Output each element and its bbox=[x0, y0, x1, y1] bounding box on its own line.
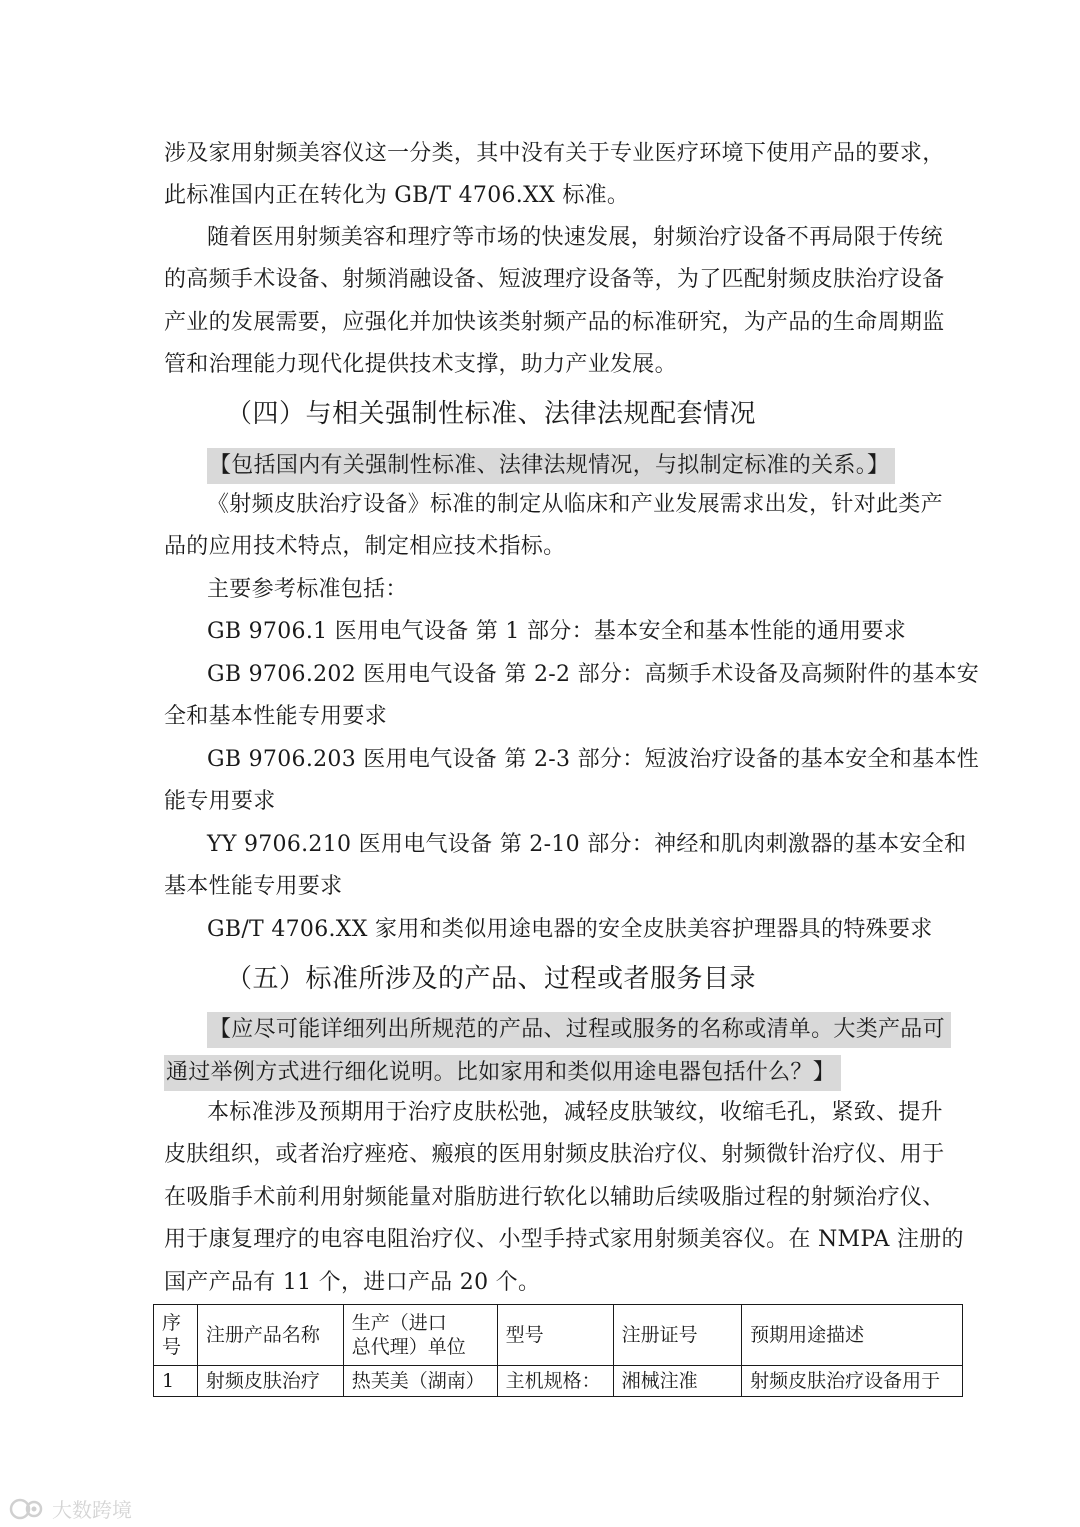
paragraph-line: 管和治理能力现代化提供技术支撑，助力产业发展。 bbox=[164, 352, 677, 377]
reference-standard-cont: 全和基本性能专用要求 bbox=[164, 704, 388, 729]
reference-standard: GB 9706.1 医用电气设备 第 1 部分：基本安全和基本性能的通用要求 bbox=[207, 619, 907, 644]
table-header-row bbox=[154, 1305, 963, 1366]
paragraph-line: 《射频皮肤治疗设备》标准的制定从临床和产业发展需求出发，针对此类产 bbox=[207, 492, 943, 517]
paragraph-line: 在吸脂手术前利用射频能量对脂肪进行软化以辅助后续吸脂过程的射频治疗仪、 bbox=[164, 1185, 945, 1210]
paragraph-line: 本标准涉及预期用于治疗皮肤松弛，减轻皮肤皱纹，收缩毛孔，紧致、提升 bbox=[207, 1100, 943, 1125]
header-cert-number: 注册证号 bbox=[613, 1305, 742, 1366]
paragraph-line: 此标准国内正在转化为 GB/T 4706.XX 标准。 bbox=[164, 183, 630, 208]
table-row bbox=[154, 1366, 963, 1397]
cell-cert-number: 湘械注准 bbox=[613, 1366, 742, 1397]
cell-product-name: 射频皮肤治疗 bbox=[197, 1366, 343, 1397]
watermark bbox=[8, 1494, 132, 1523]
header-seq-line2: 号 bbox=[162, 1336, 182, 1358]
header-manufacturer-line1: 生产（进口 bbox=[351, 1312, 447, 1334]
header-model: 型号 bbox=[497, 1305, 613, 1366]
header-intended-use: 预期用途描述 bbox=[742, 1305, 963, 1366]
cell-intended-use: 射频皮肤治疗设备用于 bbox=[742, 1366, 963, 1397]
paragraph-line: 涉及家用射频美容仪这一分类，其中没有关于专业医疗环境下使用产品的要求， bbox=[164, 141, 945, 166]
paragraph-line: 皮肤组织，或者治疗痤疮、瘢痕的医用射频皮肤治疗仪、射频微针治疗仪、用于 bbox=[164, 1142, 945, 1167]
cell-model: 主机规格： bbox=[497, 1366, 613, 1397]
section-note-4: 【包括国内有关强制性标准、法律法规情况，与拟制定标准的关系。】 bbox=[207, 448, 895, 484]
cell-manufacturer: 热芙美（湖南） bbox=[343, 1366, 497, 1397]
paragraph-line: 国产产品有 11 个，进口产品 20 个。 bbox=[164, 1270, 541, 1295]
section-heading-4: （四）与相关强制性标准、法律法规配套情况 bbox=[226, 399, 757, 429]
reference-standard: GB 9706.202 医用电气设备 第 2-2 部分：高频手术设备及高频附件的基本安 bbox=[207, 662, 980, 687]
header-manufacturer-line2: 总代理）单位 bbox=[351, 1336, 466, 1358]
header-manufacturer bbox=[343, 1305, 497, 1366]
cell-seq: 1 bbox=[154, 1366, 198, 1397]
paragraph-line: 产业的发展需要，应强化并加快该类射频产品的标准研究，为产品的生命周期监 bbox=[164, 310, 945, 335]
section-note-5: 【应尽可能详细列出所规范的产品、过程或服务的名称或清单。大类产品可 bbox=[207, 1012, 951, 1048]
reference-standard: GB/T 4706.XX 家用和类似用途电器的安全皮肤美容护理器具的特殊要求 bbox=[207, 917, 933, 942]
product-registration-table bbox=[153, 1304, 963, 1397]
paragraph-line: 主要参考标准包括： bbox=[207, 577, 408, 602]
paragraph-line: 用于康复理疗的电容电阻治疗仪、小型手持式家用射频美容仪。在 NMPA 注册的 bbox=[164, 1227, 964, 1252]
paragraph-line: 的高频手术设备、射频消融设备、短波理疗设备等，为了匹配射频皮肤治疗设备 bbox=[164, 267, 945, 292]
paragraph-line: 品的应用技术特点，制定相应技术指标。 bbox=[164, 534, 566, 559]
header-seq bbox=[154, 1305, 198, 1366]
section-note-5-cont: 通过举例方式进行细化说明。比如家用和类似用途电器包括什么？】 bbox=[164, 1055, 841, 1091]
watermark-text: 大数跨境 bbox=[52, 1498, 132, 1522]
reference-standard: YY 9706.210 医用电气设备 第 2-10 部分：神经和肌肉刺激器的基本安全和 bbox=[207, 832, 967, 857]
header-product-name: 注册产品名称 bbox=[197, 1305, 343, 1366]
reference-standard-cont: 能专用要求 bbox=[164, 789, 276, 814]
header-seq-line1: 序 bbox=[162, 1312, 182, 1334]
section-heading-5: （五）标准所涉及的产品、过程或者服务目录 bbox=[226, 964, 757, 994]
watermark-logo-icon bbox=[8, 1497, 48, 1521]
reference-standard-cont: 基本性能专用要求 bbox=[164, 874, 343, 899]
reference-standard: GB 9706.203 医用电气设备 第 2-3 部分：短波治疗设备的基本安全和基本性 bbox=[207, 747, 980, 772]
paragraph-line: 随着医用射频美容和理疗等市场的快速发展，射频治疗设备不再局限于传统 bbox=[207, 225, 943, 250]
